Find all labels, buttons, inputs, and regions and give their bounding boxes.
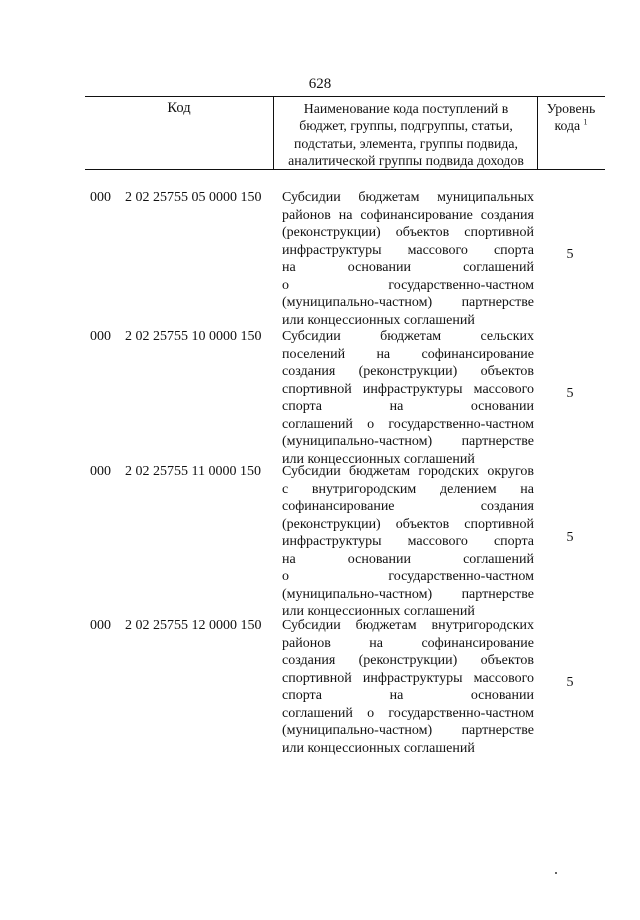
- income-name-line: поселений на софинансирование: [282, 346, 534, 362]
- level-value: 5: [566, 529, 574, 545]
- income-name-line: соглашений о государственно-частном: [282, 416, 534, 432]
- header-name: [275, 100, 537, 169]
- header-code: Код: [167, 100, 191, 116]
- income-code: 2 02 25755 05 0000 150: [125, 190, 262, 205]
- admin-code: 000: [90, 190, 111, 205]
- income-name-line: с внутригородским делением на: [282, 481, 534, 497]
- income-name-line: районов на софинансирование: [282, 635, 534, 651]
- header-level: [537, 100, 605, 135]
- income-name-line: (реконструкции) объектов спортивной: [282, 225, 534, 240]
- income-name-line: спортивной инфраструктуры массового: [282, 670, 534, 686]
- income-name-line: (реконструкции) объектов спортивной: [282, 516, 534, 532]
- income-name-line: соглашений о государственно-частном: [282, 705, 534, 721]
- income-name-line: о государственно-частном: [282, 569, 534, 584]
- income-name-line: районов на софинансирование создания: [282, 207, 534, 223]
- header-name-line: бюджет, группы, подгруппы, статьи,: [299, 118, 513, 134]
- income-name-line: создания (реконструкции) объектов: [282, 364, 534, 379]
- income-code: 2 02 25755 12 0000 150: [125, 618, 262, 633]
- header-level-line: [537, 117, 605, 134]
- income-name-line: или концессионных соглашений: [282, 604, 475, 619]
- income-name-line: на основании соглашений: [282, 260, 534, 275]
- level-value: 5: [566, 247, 574, 262]
- admin-code: 000: [90, 618, 111, 633]
- header-level-footnote: 1: [583, 117, 588, 127]
- income-name-line: создания (реконструкции) объектов: [282, 653, 534, 668]
- header-level-word: кода: [554, 118, 581, 134]
- income-name-line: или концессионных соглашений: [282, 312, 475, 328]
- income-code: 2 02 25755 11 0000 150: [125, 464, 261, 479]
- level-value: 5: [566, 386, 574, 401]
- income-name-line: спортивной инфраструктуры массового: [282, 381, 534, 397]
- income-name: [282, 328, 534, 468]
- income-name-line: инфраструктуры массового спорта: [282, 242, 534, 258]
- income-name-line: Субсидии бюджетам сельских: [282, 329, 534, 344]
- admin-code: 000: [90, 329, 111, 344]
- header-name-line: подстатьи, элемента, группы подвида,: [294, 135, 518, 151]
- income-name-line: Субсидии бюджетам городских округов: [282, 464, 534, 479]
- income-name-line: (муниципально-частном) партнерстве: [282, 434, 534, 449]
- income-name-line: инфраструктуры массового спорта: [282, 534, 534, 549]
- income-name-line: спорта на основании: [282, 399, 534, 414]
- header-level-line: Уровень: [546, 101, 596, 116]
- income-name-line: на основании соглашений: [282, 551, 534, 567]
- income-name: [282, 189, 534, 329]
- income-name-line: (муниципально-частном) партнерстве: [282, 295, 534, 310]
- header-name-line: Наименование кода поступлений в: [303, 101, 509, 116]
- page-number: 628: [308, 76, 332, 92]
- income-name-line: о государственно-частном: [282, 277, 534, 293]
- level-value: 5: [566, 675, 574, 690]
- table-header: [85, 96, 605, 170]
- scan-speck: [555, 872, 557, 874]
- income-name-line: Субсидии бюджетам муниципальных: [282, 190, 534, 205]
- admin-code: 000: [90, 464, 111, 479]
- income-name: [282, 617, 534, 757]
- income-name-line: или концессионных соглашений: [282, 451, 475, 467]
- income-name: [282, 463, 534, 621]
- income-name-line: (муниципально-частном) партнерстве: [282, 723, 534, 738]
- income-name-line: Субсидии бюджетам внутригородских: [282, 618, 534, 633]
- income-code: 2 02 25755 10 0000 150: [125, 329, 262, 344]
- column-divider: [273, 97, 274, 169]
- income-name-line: или концессионных соглашений: [282, 740, 475, 756]
- income-name-line: софинансирование создания: [282, 499, 534, 514]
- header-name-line: аналитической группы подвида доходов: [288, 152, 524, 168]
- income-name-line: спорта на основании: [282, 688, 534, 703]
- income-name-line: (муниципально-частном) партнерстве: [282, 586, 534, 602]
